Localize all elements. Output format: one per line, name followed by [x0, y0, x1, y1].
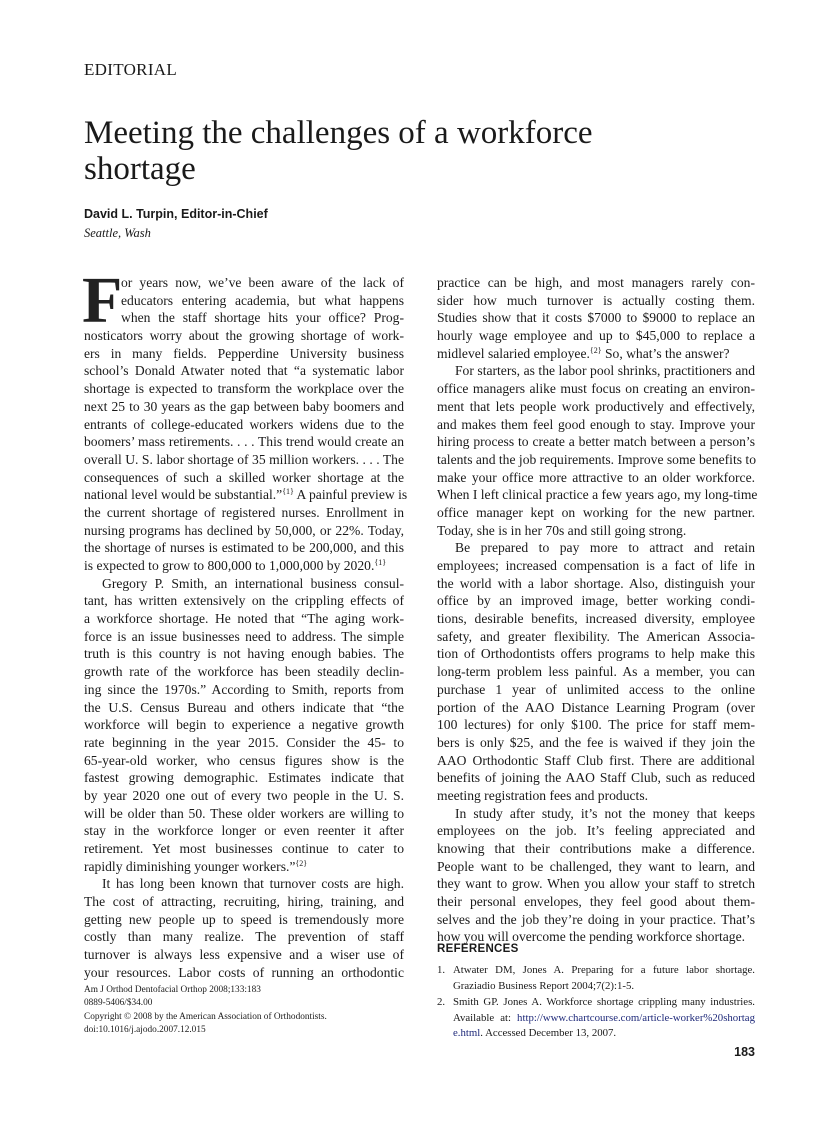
- text-line: educators entering academia, but what happens: [121, 292, 404, 308]
- text-line: It has long been known that turnover costs are high.: [102, 876, 404, 892]
- text-line: their personal envelopes, they feel good about them-: [437, 894, 755, 910]
- reference-number: 2.: [437, 996, 446, 1008]
- author-location: Seattle, Wash: [84, 226, 151, 240]
- text-line: the world with a labor shortage. Also, distinguish your: [437, 575, 755, 591]
- references-heading: REFERENCES: [437, 943, 519, 955]
- text-line: nursing programs has declined by 50,000, or 22%. Today,: [84, 522, 404, 538]
- text-line: next 25 to 30 years as the gap between baby boomers and: [84, 398, 404, 414]
- drop-cap: F: [82, 264, 123, 337]
- text-line: force is an issue businesses need to address. The simple: [84, 628, 404, 644]
- text-line: a workforce shortage. He noted that “The aging work-: [84, 611, 404, 627]
- text-line: People want to be challenged, they want to learn, and: [437, 858, 755, 874]
- text-line: by year 2020 one out of every two people in the U. S.: [84, 787, 404, 803]
- text-line: rate beginning in the year 2015. Consider the 45- to: [84, 734, 404, 750]
- reference-link[interactable]: http://www.chartcourse.com/article-worker%20shortage.html: [453, 1011, 755, 1039]
- text-line: rapidly diminishing younger workers.”$^{\{2\}}$: [84, 858, 308, 874]
- text-line: ers in many fields. Pepperdine University business: [84, 345, 404, 361]
- section-label: EDITORIAL: [84, 60, 178, 79]
- reference-item: [437, 995, 755, 1042]
- text-line: when the staff shortage hits your office? Prog-: [121, 310, 404, 326]
- text-line: overall U. S. labor shortage of 35 million workers. . . . The: [84, 451, 404, 467]
- text-line: When I left clinical practice a few years ago, my long-time: [437, 487, 758, 503]
- text-line: bers is only $25, and the fee is waived if they join the: [437, 734, 755, 750]
- text-line: portion of the AAO Distance Learning Program (over: [437, 699, 755, 715]
- text-line: retirement. Yet most businesses continue to cater to: [84, 841, 404, 856]
- text-line: 65-year-old worker, who census figures show is the: [84, 752, 404, 768]
- text-line: long-term problem less painful. As a member, you can: [437, 664, 755, 680]
- citation-marker: {1}: [282, 487, 294, 497]
- text-line: tions, desirable benefits, increased diversity, employee: [437, 611, 755, 627]
- text-line: or years now, we’ve been aware of the lack of: [121, 275, 404, 290]
- author: David L. Turpin, Editor-in-Chief: [84, 207, 268, 221]
- citation-marker: {2}: [295, 858, 308, 868]
- left-column: [82, 264, 408, 982]
- text-line: office manager kept on working for the new partner.: [437, 504, 755, 520]
- paragraph: [82, 264, 408, 575]
- text-line: talents and the job requirements. Improve some benefits to: [437, 451, 756, 467]
- text-line: hiring process to create a better match between a person’s: [437, 434, 755, 450]
- text-line: For starters, as the labor pool shrinks, practitioners and: [455, 363, 755, 379]
- text-line: tion of Orthodontists offers programs to help make this: [437, 646, 755, 662]
- text-line: entrants of college-educated workers widens due to the: [84, 416, 404, 432]
- text-line: hourly wage employee and up to $45,000 to replace a: [437, 328, 755, 344]
- text-line: is expected to grow to 800,000 to 1,000,000 by 2020.$^{\{1\}}$: [84, 558, 387, 573]
- text-line: boomers’ mass retirements. . . . This trend would create an: [84, 434, 404, 450]
- text-line: benefits of joining the AAO Staff Club, such as reduced: [437, 770, 755, 786]
- text-line: knowing that their contributions make a difference.: [437, 841, 755, 856]
- text-line: nosticators worry about the growing shortage of work-: [84, 328, 404, 344]
- reference-accessed: . Accessed December 13, 2007.: [480, 1027, 617, 1039]
- reference-item: [437, 963, 755, 994]
- text-line: tant, has written extensively on the crippling effects of: [84, 593, 404, 609]
- text-line: office by an improved image, better working condi-: [437, 593, 755, 609]
- text-line: meeting registration fees and products.: [437, 787, 649, 803]
- citation-marker: {2}: [589, 345, 602, 355]
- text-line: employees; increased compensation is a fact of life in: [437, 558, 755, 573]
- text-line: AAO Orthodontic Staff Club first. There are additional: [437, 752, 755, 768]
- text-line: safety, and greater flexibility. The American Associa-: [437, 628, 755, 644]
- paragraph: [84, 875, 404, 981]
- text-line: employees on the job. It’s feeling appreciated and: [437, 823, 755, 839]
- text-line: office managers alike must focus on creating an environ-: [437, 381, 755, 397]
- issn-price: 0889-5406/$34.00: [84, 998, 153, 1009]
- text-line: workforce will begin to experience a negative growth: [84, 717, 404, 733]
- page-number: 183: [734, 1045, 755, 1059]
- journal-footer: [84, 984, 327, 1038]
- text-line: and makes them feel good enough to stay. Improve your: [437, 416, 755, 432]
- paragraph: [437, 805, 755, 947]
- citation: Am J Orthod Dentofacial Orthop 2008;133:183: [84, 985, 261, 995]
- text-line: ment that lets people work productively and effectively,: [437, 398, 755, 414]
- text-line: fastest growing demographic. Estimates indicate that: [84, 770, 404, 786]
- text-line: Today, she is in her 70s and still going strong.: [437, 522, 687, 538]
- text-line: growth rate of the workforce has been steadily declin-: [84, 664, 404, 680]
- title-line: shortage: [84, 151, 196, 187]
- paragraph: [437, 274, 755, 362]
- text-line: the shortage of nurses is estimated to be 200,000, and this: [84, 540, 404, 556]
- text-line: practice can be high, and most managers rarely con-: [437, 275, 755, 290]
- text-line: 100 lectures) for only $100. The price for staff mem-: [437, 717, 755, 733]
- text-line: purchase 1 year of unlimited access to the online: [437, 681, 755, 697]
- text-line: consequences of such a skilled worker shortage at the: [84, 469, 404, 485]
- text-line: Studies show that it costs $7000 to $9000 to replace an: [437, 310, 755, 326]
- text-line: the U.S. Census Bureau and others indicate that “the: [84, 699, 404, 715]
- text-line: In study after study, it’s not the money that keeps: [455, 805, 755, 821]
- right-column: [437, 274, 758, 946]
- text-line: ing since the 1970s.” According to Smith, reports from: [84, 681, 404, 697]
- text-line: they want to grow. When you allow your staff to stretch: [437, 876, 755, 892]
- text-line: Be prepared to pay more to attract and retain: [455, 540, 755, 556]
- paragraph: [437, 539, 755, 804]
- text-line: costly than many realize. The prevention of staff: [84, 929, 404, 945]
- text-line: school’s Donald Atwater noted that “a systematic labor: [84, 363, 404, 379]
- text-line: getting new people up to speed is tremendously more: [84, 911, 404, 927]
- text-line: national level would be substantial.”$^{\{1\}}$ A painful preview is: [84, 487, 408, 503]
- citation-marker: {1}: [374, 558, 387, 567]
- text-line: midlevel salaried employee.$^{\{2\}}$ So, what’s the answer?: [437, 345, 730, 361]
- references-list: [437, 963, 755, 1043]
- text-line: Gregory P. Smith, an international business consul-: [102, 575, 404, 591]
- reference-text: Smith GP. Jones A. Workforce shortage crippling many industries. Available at:: [453, 996, 755, 1024]
- reference-number: 1.: [437, 964, 446, 976]
- text-line: the current shortage of registered nurses. Enrollment in: [84, 504, 404, 520]
- text-line: your resources. Labor costs of running an orthodontic: [84, 964, 404, 980]
- text-line: The cost of attracting, recruiting, hiring, training, and: [84, 894, 404, 910]
- text-line: shortage is expected to transform the workplace over the: [84, 381, 404, 397]
- copyright: Copyright © 2008 by the American Association of Orthodontists.: [84, 1011, 327, 1022]
- text-line: stay in the workforce longer or even reenter it after: [84, 823, 404, 839]
- text-line: selves and the job they’re doing in your practice. That’s: [437, 911, 755, 927]
- title-line: Meeting the challenges of a workforce: [84, 115, 593, 151]
- text-line: how you will overcome the pending workforce shortage.: [437, 929, 746, 945]
- text-line: sider how much turnover is actually costing them.: [437, 292, 755, 308]
- text-line: will be older than 50. These older workers are willing to: [84, 805, 404, 821]
- paragraph: [437, 362, 758, 539]
- text-line: turnover is always less expensive and a wiser use of: [84, 947, 404, 963]
- article-title: [84, 115, 724, 187]
- text-line: truth is this country is not having enough babies. The: [84, 646, 404, 662]
- reference-text: Atwater DM, Jones A. Preparing for a future labor shortage. Graziadio Business Report 2004;7(2):1-5.: [453, 964, 755, 992]
- doi: doi:10.1016/j.ajodo.2007.12.015: [84, 1025, 206, 1036]
- paragraph: [84, 575, 404, 876]
- text-line: make your office more attractive to an older workforce.: [437, 469, 755, 485]
